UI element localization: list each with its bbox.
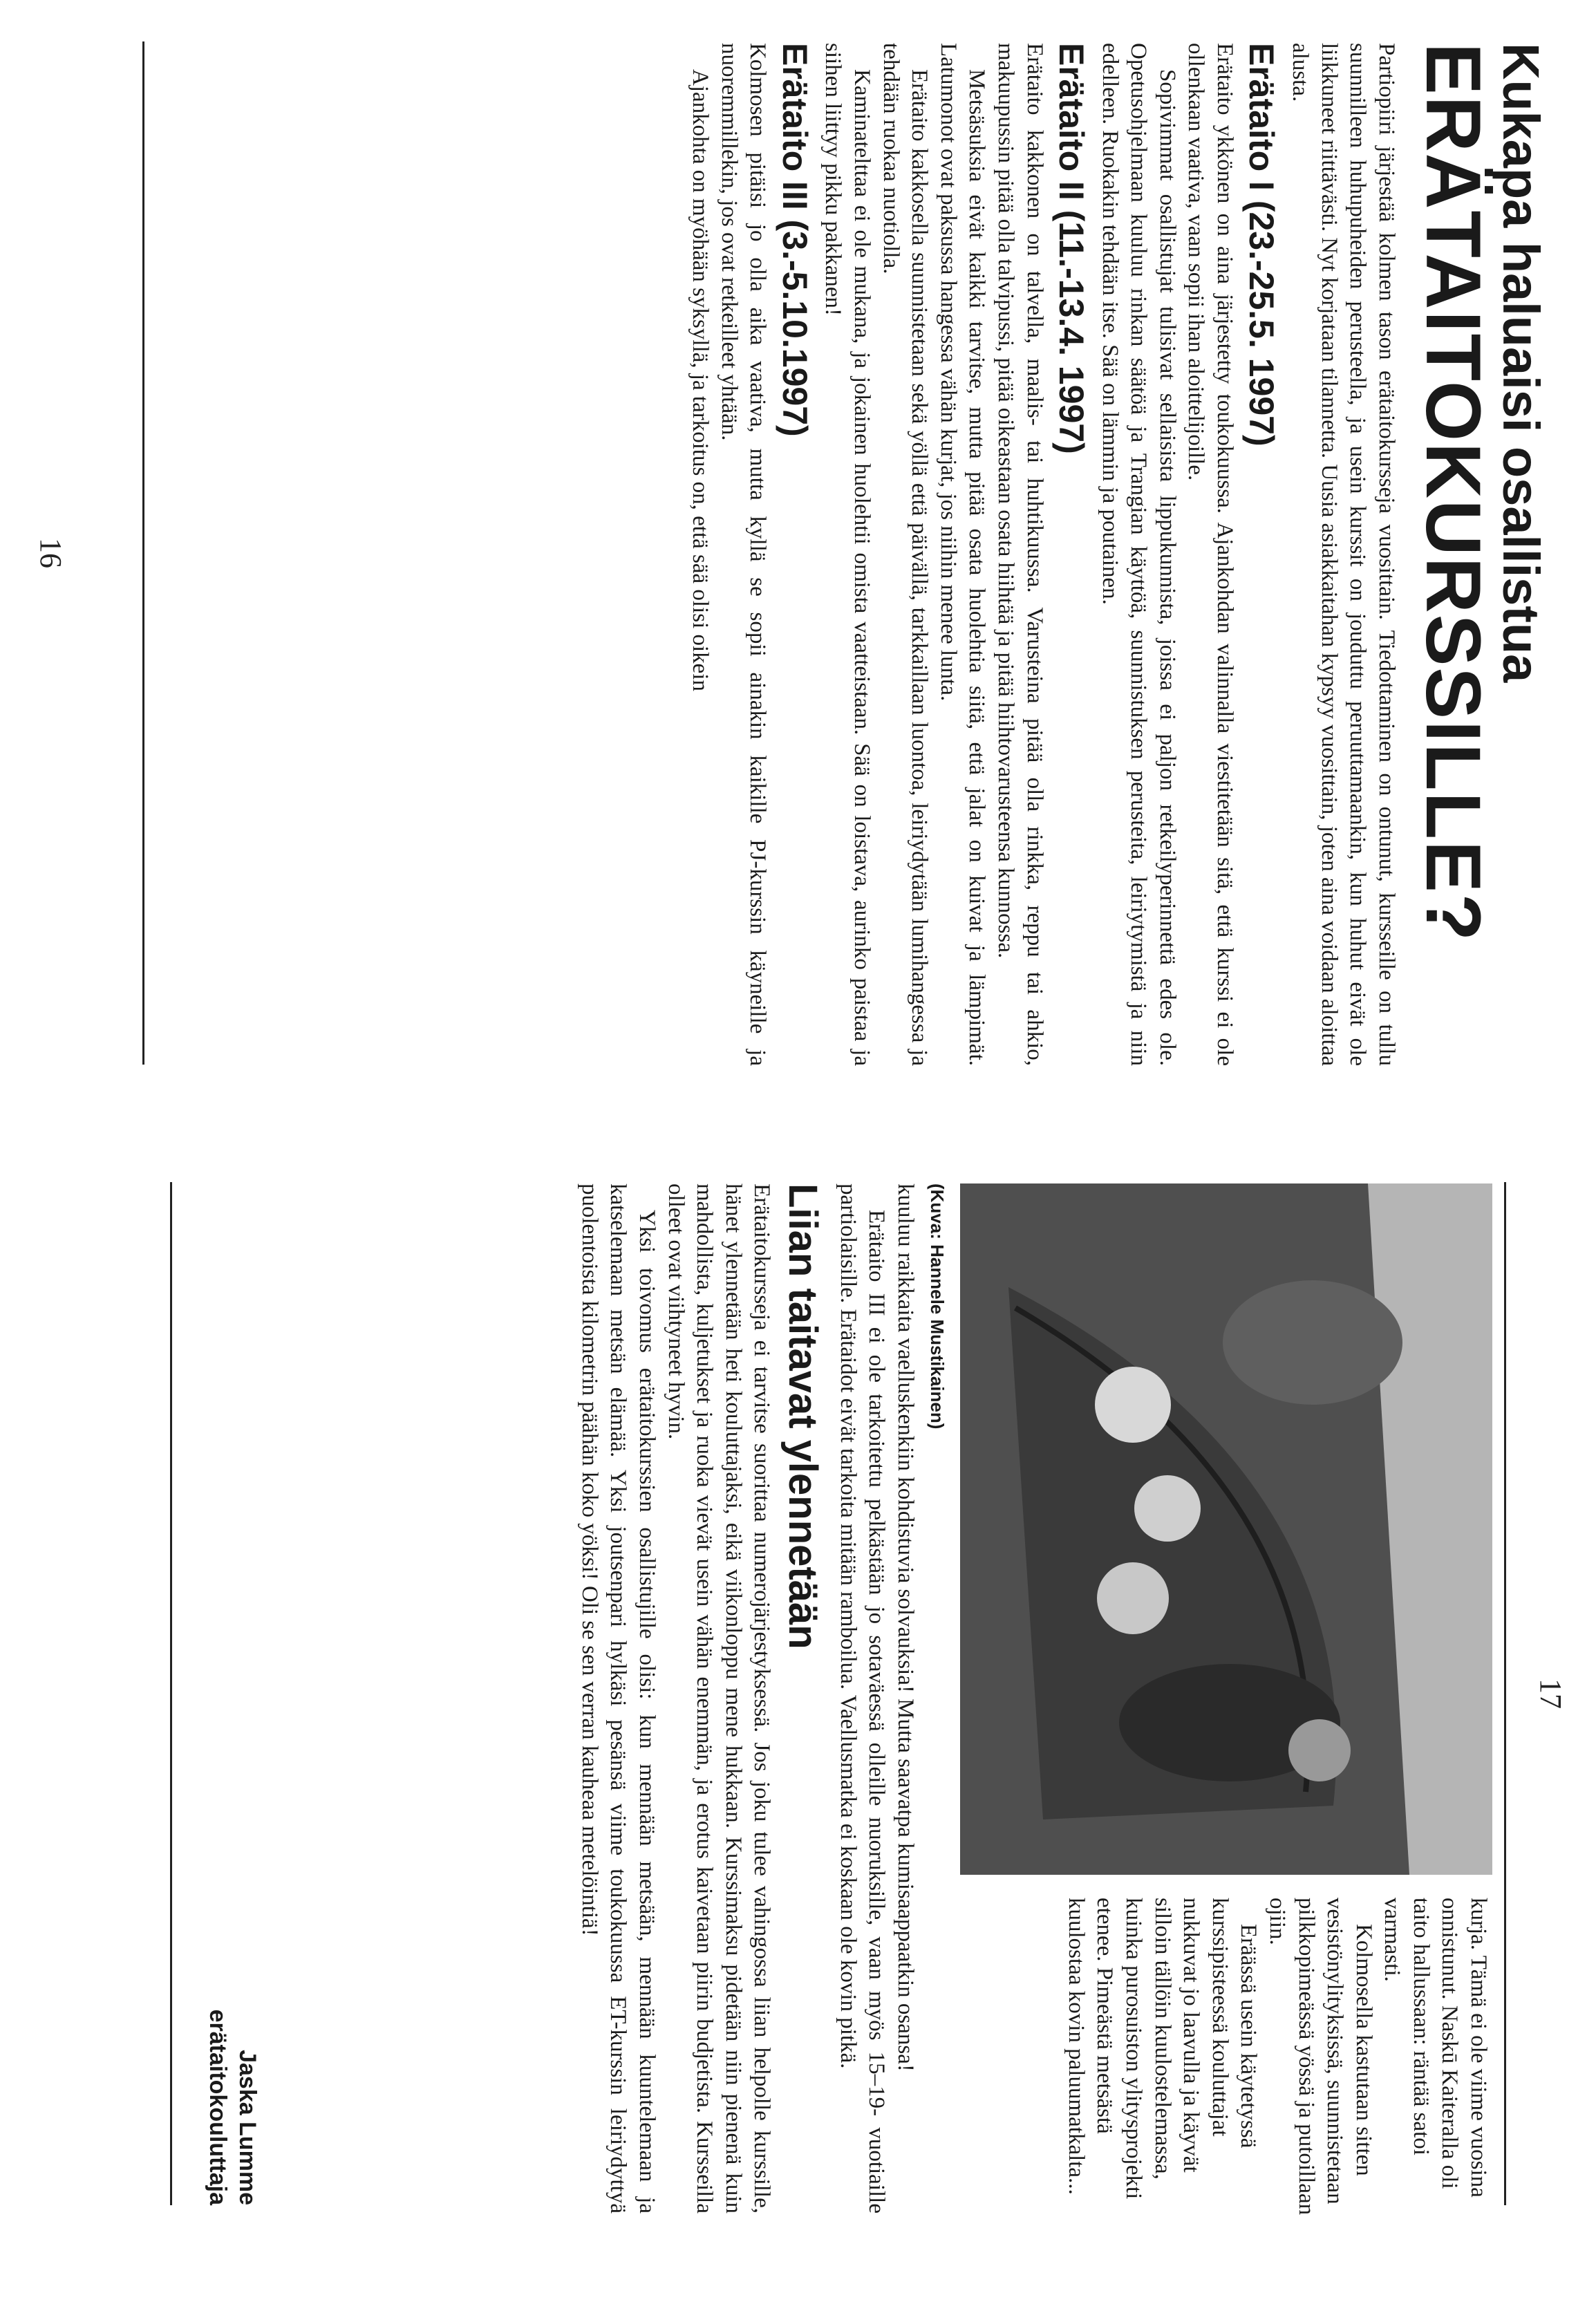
page-number: 17	[1534, 1678, 1568, 1709]
section-title-2: Erätaito II (11.-13.4. 1997)	[1052, 43, 1091, 454]
page-17	[0, 1141, 1596, 2247]
section-3-paragraph-1: Kolmosen pitäisi jo olla aika vaativa, mutta kyllä se sopii ainakin kaikille PJ-kurssin käyneille ja nuoremmillekin, jos ovat retkeilleet yhtään.	[716, 43, 771, 1066]
bottom-rule	[142, 41, 144, 1065]
page-number: 16	[34, 538, 68, 568]
body-paragraph-2: Erätaito III ei ole tarkoitettu pelkästään jo sotaväessä olleille nuoruksille, vaan myös 15–19- vuotiaille partiolaisille. Erätaidot eivät tarkoita mitään ramboilua. Vaellusmatka ei koskaan ole kovin pitkä.	[835, 1183, 890, 2214]
main-column	[574, 1183, 953, 2214]
article-headline: ERÄTAITOKURSSILLE?	[1410, 43, 1497, 943]
section-4-paragraph-2: Yksi toivomus erätaitokurssien osallistujille olisi: kun mennään metsään, mennään kuuntelemaan ja katselemaan metsän elämää. Yksi joutsenpari hylkäsi pesänsä viime toukokuussa ET-kurssin leiriydyttyä puolentoista kilometrin päähän koko yöksi! Oli se sen verran kauheaa metelöintiä!	[576, 1183, 659, 2214]
section-4-paragraph-1: Erätaitokursseja ei tarvitse suorittaa numerojärjestyksessä. Jos joku tulee vahingossa liian helpolle kurssille, hänet ylennetään heti kouluttajaksi, eikä viikonloppu mene hukkaan. Kurssimaksu pidetään niin pienenä kuin mahdollista, kuljetukset ja ruoka vievät usein vähän enemmän, ja erotus kaivetaan piirin budjetista. Kursseilla olleet ovat viihtyneet hyvin.	[663, 1183, 775, 2214]
section-1-paragraph-2: Sopivimmat osallistujat tulisivat sellaisista lippukunnista, joissa ei paljon retkeilyperinnettä edes ole. Opetusohjelmaan kuuluu rinkan säätöä ja Trangian käyttöä, suunnistuksen perusteita, leiriytymistä ja niin edelleen. Ruokakin tehdään itse. Sää on lämmin ja poutainen.	[1097, 43, 1180, 1066]
section-2-paragraph-4: Kaminatelttaa ei ole mukana, ja jokainen huolehtii omista vaatteistaan. Sää on loistava, aurinko paistaa ja siihen liittyy pikku pakkanen!	[820, 43, 875, 1066]
article-kicker: Kukapa haluaisi osallistua	[1492, 43, 1550, 683]
section-title-1: Erätaito I (23.-25.5. 1997)	[1242, 43, 1282, 447]
article-column	[686, 43, 1548, 1066]
side-paragraph-3: Eräässä usein käytetyssä kurssipisteessä kouluttajat nukkuvat jo laavulla ja käyvät silloin tällöin kuulostelemassa, kuinka purosuiston ylitysprojekti etenee. Pimeästä metsästä kuulostaa kovin paluumatkalta...	[1063, 1898, 1261, 2200]
side-paragraph-2: Kolmosella kastutaan sitten vesistönylityksissä, suunnistetaan pilkkopimeässä yössä ja putoillaan ojiin.	[1264, 1898, 1376, 2216]
photo-caption: (Kuva: Hannele Mustikainen)	[927, 1183, 948, 1430]
signature-role: erätaitokouluttaja	[205, 2009, 232, 2205]
section-1-paragraph-1: Erätaito ykkönen on aina järjestetty toukokuussa. Ajankohdan valinnalla viestitetään sitä, että kurssi ei ole ollenkaan vaativa, vaan sopii ihan aloittelijoille.	[1183, 43, 1237, 1066]
camp-photo-image	[960, 1183, 1492, 1875]
section-3-paragraph-2: Ajankohta on myöhään syksyllä, ja tarkoitus on, että sää olisi oikein	[688, 69, 713, 691]
bottom-rule	[170, 1182, 172, 2205]
camp-photo	[960, 1183, 1492, 1875]
top-rule	[1504, 1182, 1506, 2205]
section-2-paragraph-2: Metsäsuksia eivät kaikki tarvitse, mutta pitää osata huolehtia siitä, että jalat on kuivat ja lämpimät. Latumonot ovat paksussa hangessa vähän kurjat, jos niihin menee lunta.	[935, 43, 990, 1066]
side-paragraph-1: kurja. Tämä ei ole viime vuosina onnistunut. Naskū Kaiteralla oli taito hallussaan: räntää satoi varmasti.	[1380, 1898, 1491, 2198]
section-2-paragraph-3: Erätaito kakkosella suunnistetaan sekä yöllä että päivällä, tarkkaillaan luontoa, leiriydytään lumihangessa ja tehdään ruokaa nuotiolla.	[878, 43, 932, 1066]
section-2-paragraph-1: Erätaito kakkonen on talvella, maalis- tai huhtikuussa. Varusteina pitää olla rinkka, reppu tai ahkio, makuupussin pitää olla talvipussi, pitää oikeastaan osata hiihtää ja pitää hiihtovarusteensa kunnossa.	[993, 43, 1047, 1066]
side-column	[1061, 1898, 1492, 2216]
body-paragraph-1: kuuluu raikkaita vaelluskenkiin kohdistuvia solvauksia! Mutta saavatpa kumisaappaatkin osansa!	[893, 1183, 918, 2072]
section-title-3: Erätaito III (3.-5.10.1997)	[775, 43, 814, 437]
section-title-4: Liian taitavat ylennetään	[780, 1183, 826, 1649]
page-16	[0, 0, 1596, 1106]
signature	[203, 1790, 262, 2205]
signature-name: Jaska Lumme	[234, 2050, 261, 2205]
intro-paragraph: Partiopiiri järjestää kolmen tason erätaitokursseja vuosittain. Tiedottaminen on ontunut, kursseille on tullu suunnilleen huhupuheiden perusteella, ja usein kurssit on jouduttu peruuttamaankin, kun huhut eivät ole liikkuneet riittävästi. Nyt korjataan tilannetta. Uusia asiakkaitahan kypsyy vuosittain, joten aina voidaan aloittaa alusta.	[1287, 43, 1399, 1067]
